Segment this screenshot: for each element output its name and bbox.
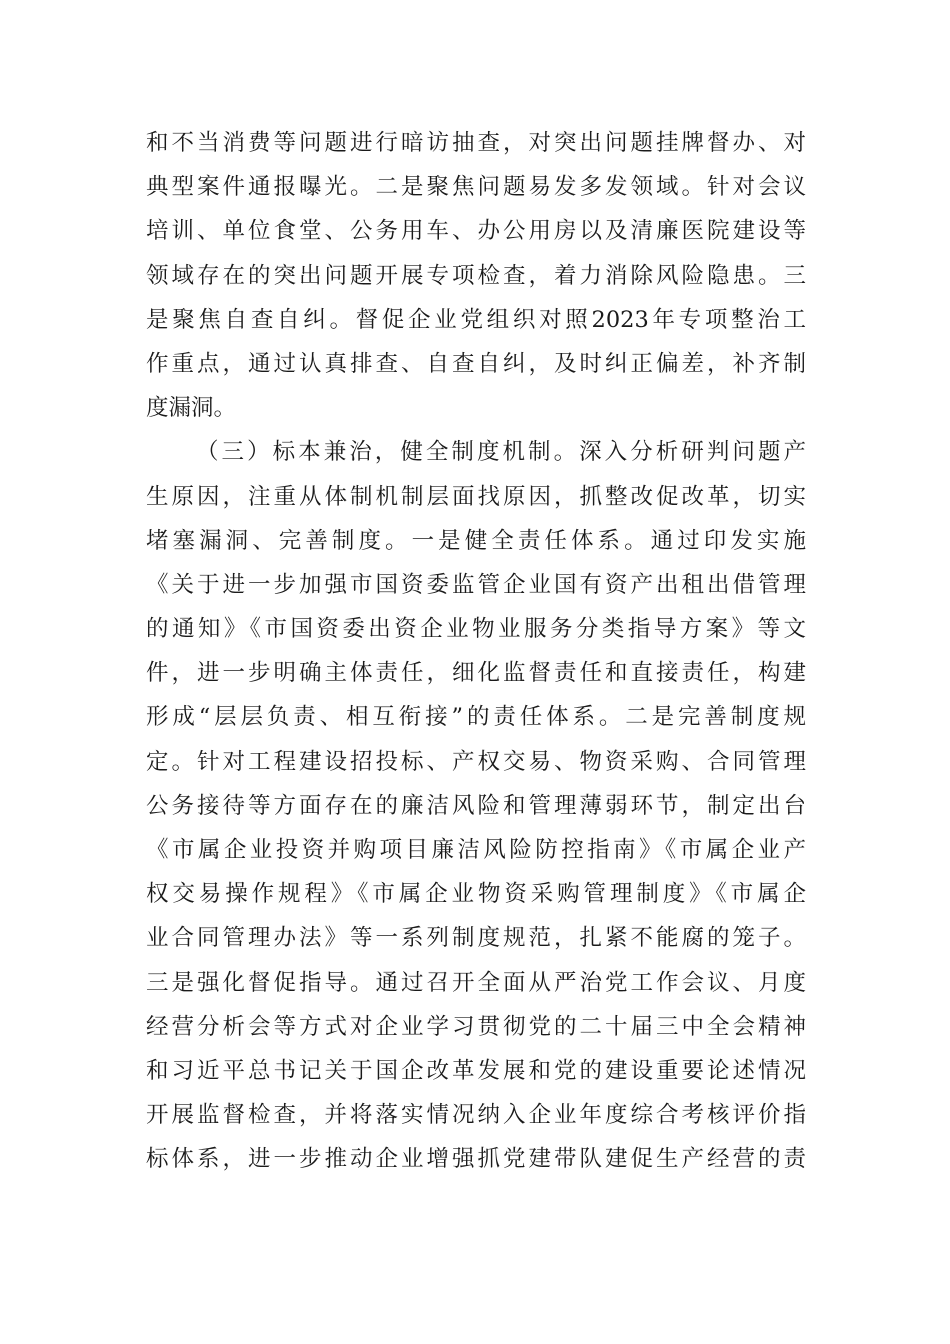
text-line: 生原因，注重从体制机制层面找原因，抓整改促改革，切实 — [146, 483, 806, 510]
text-line: 公务接待等方面存在的廉洁风险和管理薄弱环节，制定出台 — [146, 792, 806, 819]
text-line: 定。针对工程建设招投标、产权交易、物资采购、合同管理 — [146, 748, 806, 775]
text-line: 和习近平总书记关于国企改革发展和党的建设重要论述情况 — [146, 1057, 806, 1084]
text-line: 和不当消费等问题进行暗访抽查，对突出问题挂牌督办、对 — [146, 130, 806, 156]
text-line: 是聚焦自查自纠。督促企业党组织对照2023年专项整治工 — [146, 306, 806, 333]
text-line: 堵塞漏洞、完善制度。一是健全责任体系。通过印发实施 — [146, 527, 806, 554]
text-line: 作重点，通过认真排查、自查自纠，及时纠正偏差，补齐制 — [146, 350, 806, 377]
section-heading-line: （三）标本兼治，健全制度机制。深入分析研判问题产 — [196, 439, 806, 466]
text-line: 业合同管理办法》等一系列制度规范，扎紧不能腐的笼子。 — [146, 925, 806, 952]
text-line: 领域存在的突出问题开展专项检查，着力消除风险隐患。三 — [146, 262, 806, 289]
text-line: 培训、单位食堂、公务用车、办公用房以及清廉医院建设等 — [146, 218, 806, 245]
text-line: 《关于进一步加强市国资委监管企业国有资产出租出借管理 — [146, 571, 806, 598]
text-line: 形成“层层负责、相互衔接”的责任体系。二是完善制度规 — [146, 704, 806, 731]
text-line: 开展监督检查，并将落实情况纳入企业年度综合考核评价指 — [146, 1102, 806, 1129]
text-line: 经营分析会等方式对企业学习贯彻党的二十届三中全会精神 — [146, 1013, 806, 1040]
text-line: 标体系，进一步推动企业增强抓党建带队建促生产经营的责 — [146, 1146, 806, 1173]
text-line: 典型案件通报曝光。二是聚焦问题易发多发领域。针对会议 — [146, 174, 806, 201]
text-line: 的通知》《市国资委出资企业物业服务分类指导方案》等文 — [146, 616, 806, 643]
body-text — [146, 121, 806, 1182]
text-line: 件，进一步明确主体责任，细化监督责任和直接责任，构建 — [146, 660, 806, 687]
text-line: 《市属企业投资并购项目廉洁风险防控指南》《市属企业产 — [146, 837, 806, 863]
text-line: 权交易操作规程》《市属企业物资采购管理制度》《市属企 — [146, 881, 806, 908]
text-line: 三是强化督促指导。通过召开全面从严治党工作会议、月度 — [146, 969, 806, 996]
text-line: 度漏洞。 — [146, 395, 237, 422]
